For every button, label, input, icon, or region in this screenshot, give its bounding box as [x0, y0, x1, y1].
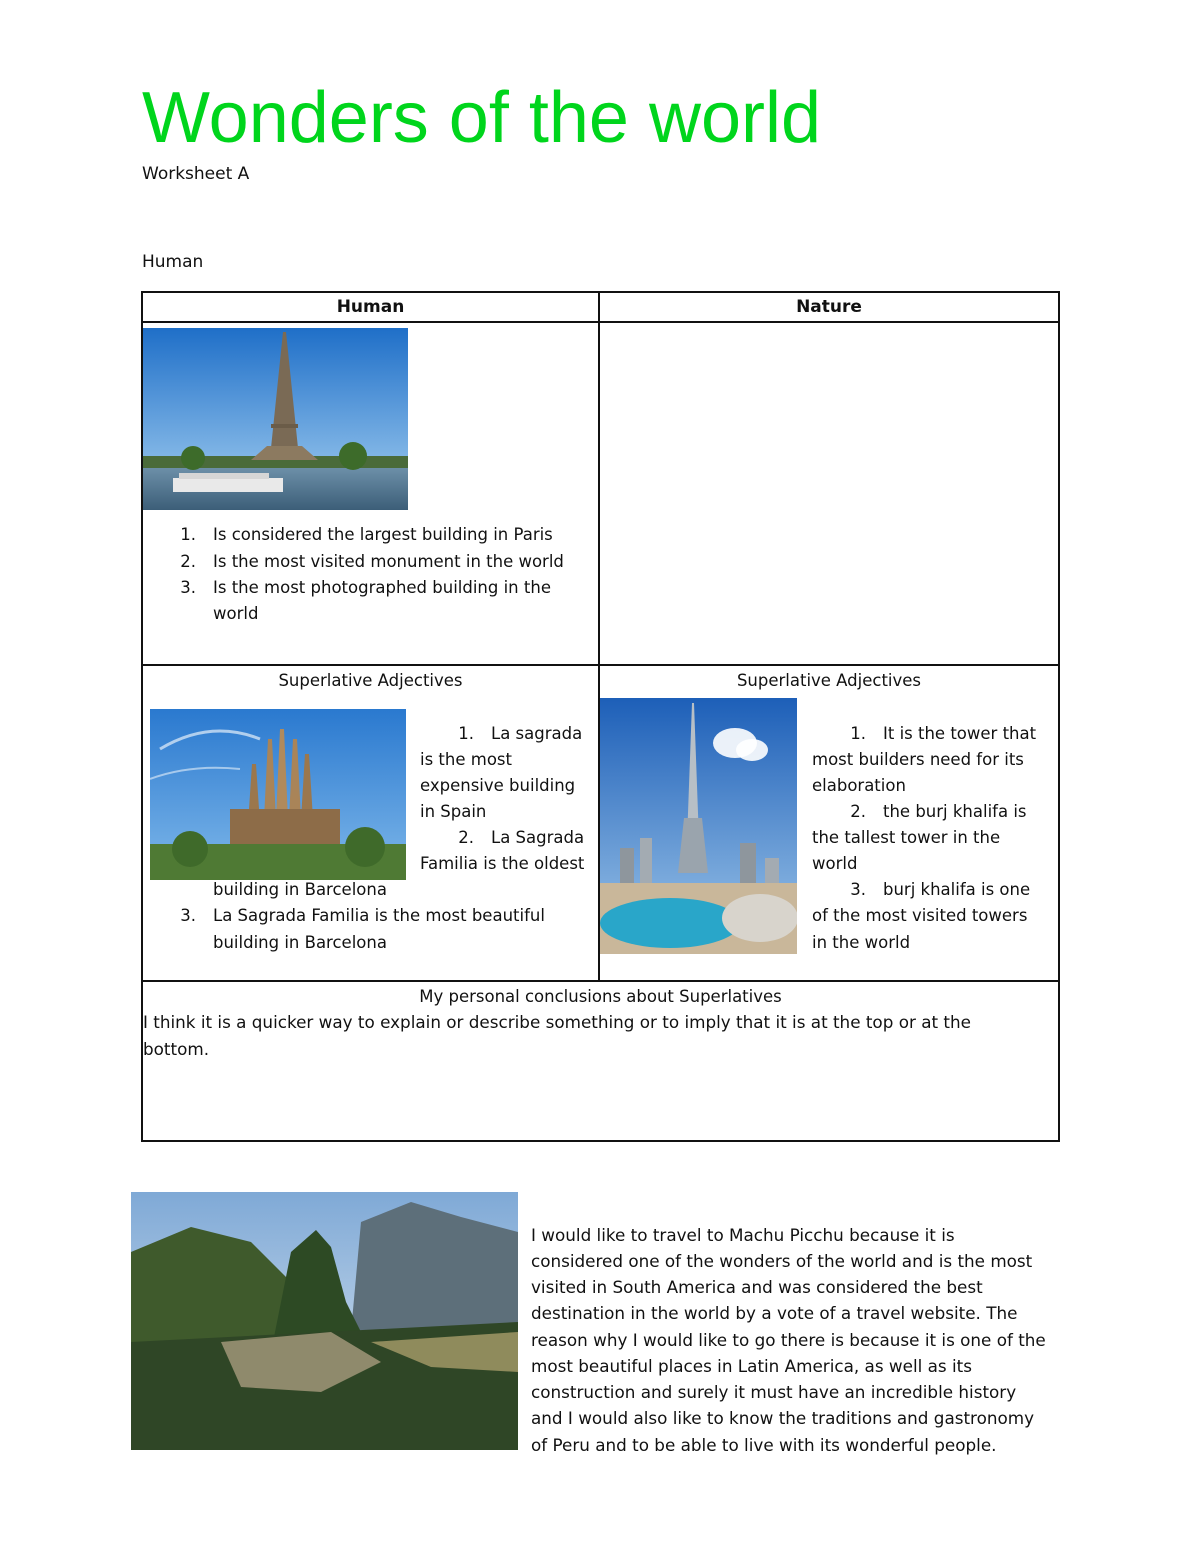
list-item-continued: elaboration	[812, 776, 906, 795]
list-item-continued: in the world	[812, 933, 911, 952]
column-header-human: Human	[336, 297, 405, 317]
sagrada-familia-photo	[150, 709, 406, 880]
table-border-right	[1058, 291, 1060, 1142]
superlative-adjectives-caption: Superlative Adjectives	[278, 671, 463, 690]
list-item: Is considered the largest building in Paris	[213, 525, 553, 544]
travel-paragraph-line: destination in the world by a vote of a travel website. The	[531, 1303, 1018, 1323]
superlative-adjectives-caption: Superlative Adjectives	[736, 671, 922, 690]
conclusions-heading: My personal conclusions about Superlatives	[419, 987, 782, 1006]
conclusions-text-line: bottom.	[143, 1039, 210, 1059]
travel-paragraph-line: of Peru and to be able to live with its wonderful people.	[531, 1435, 997, 1455]
travel-paragraph-line: construction and surely it must have an incredible history	[531, 1382, 1017, 1402]
conclusions-text-line: I think it is a quicker way to explain or describe something or to imply that it is at the top or at the	[143, 1012, 971, 1032]
list-number: 2.	[180, 552, 196, 571]
list-item: It is the tower that	[883, 724, 1037, 743]
travel-paragraph-line: I would like to travel to Machu Picchu because it is	[531, 1225, 955, 1245]
list-item-continued: in Spain	[420, 802, 487, 821]
eiffel-tower-photo	[143, 328, 408, 510]
machu-picchu-photo	[131, 1192, 518, 1450]
worksheet-subtitle: Worksheet A	[142, 164, 250, 184]
list-item-continued: is the most	[420, 750, 512, 769]
list-item-continued: the tallest tower in the	[812, 828, 1001, 847]
list-item: the burj khalifa is	[883, 802, 1027, 821]
list-number: 3.	[180, 578, 196, 597]
list-item-continued: most builders need for its	[812, 750, 1024, 769]
table-header-divider	[141, 321, 1060, 323]
table-row-divider	[141, 664, 1060, 666]
travel-paragraph-line: most beautiful places in Latin America, as well as its	[531, 1356, 972, 1376]
list-item-continued: Familia is the oldest	[420, 854, 585, 873]
table-row-divider	[141, 980, 1060, 982]
list-number: 3.	[850, 880, 866, 899]
list-item-continued: building in Barcelona	[213, 880, 387, 899]
list-item: burj khalifa is one	[883, 880, 1031, 899]
list-number: 3.	[180, 906, 196, 925]
list-item-continued: expensive building	[420, 776, 576, 795]
list-item-continued: world	[213, 604, 259, 623]
burj-khalifa-photo	[600, 698, 797, 954]
list-item-continued: world	[812, 854, 858, 873]
column-header-nature: Nature	[796, 297, 862, 317]
list-item: La Sagrada Familia is the most beautiful	[213, 906, 545, 925]
list-item: La Sagrada	[491, 828, 585, 847]
travel-paragraph-line: and I would also like to know the traditions and gastronomy	[531, 1408, 1035, 1428]
table-border-bottom	[141, 1140, 1060, 1142]
list-item: La sagrada	[491, 724, 583, 743]
list-item: Is the most visited monument in the world	[213, 552, 564, 571]
list-item-continued: building in Barcelona	[213, 933, 387, 952]
list-item-continued: of the most visited towers	[812, 906, 1028, 925]
page-title: Wonders of the world	[142, 78, 822, 158]
section-label: Human	[142, 252, 204, 272]
list-number: 2.	[850, 802, 866, 821]
travel-paragraph-line: reason why I would like to go there is because it is one of the	[531, 1330, 1046, 1350]
list-number: 1.	[458, 724, 474, 743]
list-item: Is the most photographed building in the	[213, 578, 551, 597]
list-number: 1.	[180, 525, 196, 544]
table-border-top	[141, 291, 1060, 293]
travel-paragraph-line: visited in South America and was considered the best	[531, 1277, 983, 1297]
list-number: 1.	[850, 724, 866, 743]
list-number: 2.	[458, 828, 474, 847]
travel-paragraph-line: considered one of the wonders of the world and is the most	[531, 1251, 1033, 1271]
